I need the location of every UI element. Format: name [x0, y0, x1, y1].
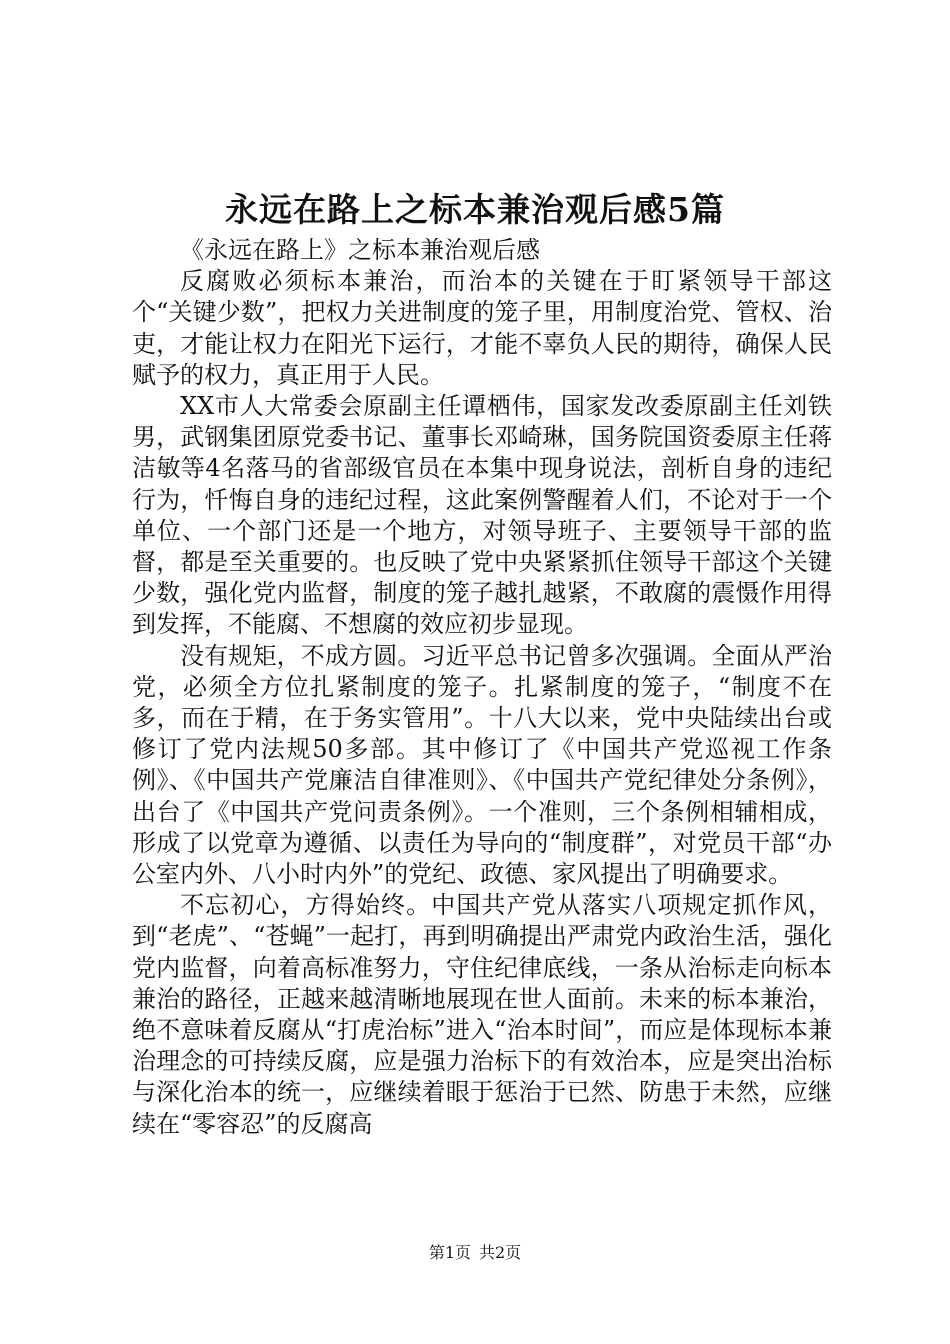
page-footer	[0, 1242, 950, 1264]
page-count: 共2页	[479, 1243, 522, 1262]
page-number: 第1页	[428, 1243, 471, 1262]
document-title: 永远在路上之标本兼治观后感5篇	[225, 190, 725, 229]
paragraph-4: 不忘初心，方得始终。中国共产党从落实八项规定抓作风，到“老虎”、“苍蝇”一起打，再到明确提出严肃党内政治生活，强化党内监督，向着高标准努力，守住纪律底线，一条从治标走向标本兼治的路径，正越来越清晰地展现在世人面前。未来的标本兼治，绝不意味着反腐从“打虎治标”进入“治本时间”，而应是体现标本兼治理念的可持续反腐，应是强力治标下的有效治本，应是突出治标与深化治本的统一，应继续着眼于惩治于已然、防患于未然，应继续在“零容忍”的反腐高	[132, 891, 832, 1138]
document-subtitle: 《永远在路上》之标本兼治观后感	[180, 236, 540, 264]
paragraph-3: 没有规矩，不成方圆。习近平总书记曾多次强调。全面从严治党，必须全方位扎紧制度的笼子。扎紧制度的笼子，“制度不在多，而在于精，在于务实管用”。十八大以来，党中央陆续出台或修订了党内法规50多部。其中修订了《中国共产党巡视工作条例》、《中国共产党廉洁自律准则》、《中国共产党纪律处分条例》，出台了《中国共产党问责条例》。一个准则，三个条例相辅相成，形成了以党章为遵循、以责任为导向的“制度群”，对党员干部“办公室内外、八小时内外”的党纪、政德、家风提出了明确要求。	[132, 641, 832, 889]
paragraph-2: XX市人大常委会原副主任谭栖伟，国家发改委原副主任刘铁男，武钢集团原党委书记、董事长邓崎琳，国务院国资委原主任蒋洁敏等4名落马的省部级官员在本集中现身说法，剖析自身的违纪行为，忏悔自身的违纪过程，这此案例警醒着人们，不论对于一个单位、一个部门还是一个地方，对领导班子、主要领导干部的监督，都是至关重要的。也反映了党中央紧紧抓住领导干部这个关键少数，强化党内监督，制度的笼子越扎越紧，不敢腐的震慑作用得到发挥，不能腐、不想腐的效应初步显现。	[132, 392, 832, 639]
document-body	[132, 235, 832, 1140]
paragraph-1: 反腐败必须标本兼治，而治本的关键在于盯紧领导干部这个“关键少数”，把权力关进制度的笼子里，用制度治党、管权、治吏，才能让权力在阳光下运行，才能不辜负人民的期待，确保人民赋予的权力，真正用于人民。	[132, 267, 832, 389]
